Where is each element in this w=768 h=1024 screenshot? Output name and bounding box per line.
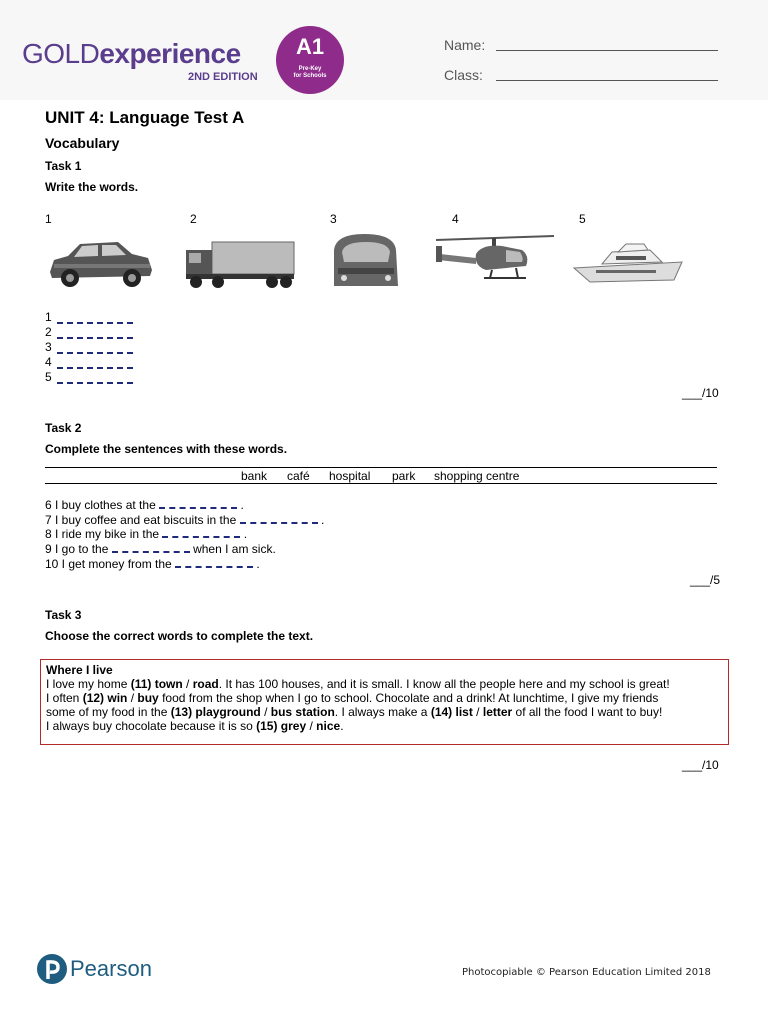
sentence-8	[45, 527, 247, 541]
pearson-logo-icon	[36, 952, 68, 986]
blank-10[interactable]	[175, 566, 253, 568]
answer-blank-2[interactable]	[57, 337, 133, 339]
choice-option[interactable]: road	[192, 677, 219, 691]
task1-title: Task 1	[45, 159, 82, 173]
blank-6[interactable]	[159, 507, 237, 509]
choice-option[interactable]: (13) playground	[170, 705, 261, 719]
word-box-bottom-rule	[45, 483, 717, 484]
word-bank-item: park	[392, 469, 416, 483]
task3-instruction: Choose the correct words to complete the text.	[45, 629, 314, 643]
blank-9[interactable]	[112, 551, 190, 553]
choice-separator: /	[306, 719, 317, 733]
sentence-text: .	[256, 557, 260, 571]
section-vocabulary: Vocabulary	[45, 135, 120, 151]
text-run: food from the shop when I go to school. Chocolate and a drink! At lunchtime, I give my friends	[158, 691, 659, 705]
name-label: Name:	[444, 37, 486, 53]
blank-8[interactable]	[162, 536, 240, 538]
choice-option[interactable]: buy	[137, 691, 159, 705]
word-bank-item: café	[287, 469, 310, 483]
task1-score: ___/10	[682, 386, 719, 400]
answer-blank-5[interactable]	[57, 382, 133, 384]
sentence-text: .	[240, 498, 244, 512]
choice-option[interactable]: (14) list	[430, 705, 473, 719]
sentence-text: when I am sick.	[193, 542, 276, 556]
task2-instruction: Complete the sentences with these words.	[45, 442, 288, 456]
sentence-6	[45, 498, 244, 512]
text-line-1	[46, 677, 726, 691]
class-field[interactable]	[496, 80, 718, 81]
choice-option[interactable]: (12) win	[82, 691, 128, 705]
choice-separator: /	[182, 677, 193, 691]
text-run: .	[340, 719, 344, 733]
publisher-name: Pearson	[70, 956, 152, 981]
blank-7[interactable]	[240, 522, 318, 524]
word-bank-item: bank	[241, 469, 268, 483]
choice-separator: /	[472, 705, 483, 719]
sentence-text: 8 I ride my bike in the	[45, 527, 160, 541]
answer-blank-3[interactable]	[57, 352, 133, 354]
level-sub-2: for Schools	[293, 73, 327, 79]
sentence-text: 7 I buy coffee and eat biscuits in the	[45, 513, 237, 527]
truck-image	[184, 238, 296, 290]
picture-number: 5	[579, 212, 586, 226]
sentence-text: 10 I get money from the	[45, 557, 172, 571]
sentence-text: 6 I buy clothes at the	[45, 498, 156, 512]
page-title: UNIT 4: Language Test A	[45, 108, 245, 127]
picture-number: 1	[45, 212, 52, 226]
text-run: I love my home	[46, 677, 131, 691]
copyright-notice: Photocopiable © Pearson Education Limited 2018	[462, 967, 711, 978]
choice-option[interactable]: letter	[482, 705, 513, 719]
text-run: some of my food in the	[46, 705, 171, 719]
edition-label: 2ND EDITION	[188, 71, 258, 83]
answer-number: 3	[45, 340, 52, 354]
class-label: Class:	[444, 67, 483, 83]
text-run: I always buy chocolate because it is so	[46, 719, 257, 733]
level-badge-text: A1	[295, 34, 325, 59]
logo-gold-text: GOLD	[22, 38, 100, 69]
choice-option[interactable]: (15) grey	[256, 719, 307, 733]
sentence-10	[45, 557, 260, 571]
sentence-text: 9 I go to the	[45, 542, 109, 556]
choice-separator: /	[260, 705, 271, 719]
choice-separator: /	[127, 691, 138, 705]
word-box-top-rule	[45, 467, 717, 468]
choice-option[interactable]: bus station	[270, 705, 335, 719]
picture-number: 4	[452, 212, 459, 226]
sentence-9	[45, 542, 276, 556]
level-badge	[276, 26, 344, 94]
sentence-7	[45, 513, 324, 527]
answer-number: 4	[45, 355, 52, 369]
level-sub-1: Pre-Key	[298, 66, 322, 72]
picture-number: 3	[330, 212, 337, 226]
task1-instruction: Write the words.	[45, 180, 139, 194]
helicopter-image	[432, 232, 556, 294]
text-title: Where I live	[46, 663, 113, 677]
task3-score: ___/10	[682, 758, 719, 772]
text-run: I often	[46, 691, 83, 705]
answer-number: 2	[45, 325, 52, 339]
boat-image	[572, 238, 686, 288]
text-run: . I always make a	[334, 705, 431, 719]
answer-blank-4[interactable]	[57, 367, 133, 369]
sentence-text: .	[243, 527, 248, 541]
car-image	[46, 234, 156, 292]
logo-experience-text: experience	[99, 38, 241, 69]
sentence-text: .	[320, 513, 325, 527]
gold-experience-logo	[22, 38, 241, 70]
text-run: . It has 100 houses, and it is small. I know all the people here and my school is great!	[218, 677, 670, 691]
choice-option[interactable]: nice	[316, 719, 341, 733]
task3-title: Task 3	[45, 608, 82, 622]
text-line-2	[46, 691, 726, 705]
text-body	[46, 677, 726, 733]
task2-title: Task 2	[45, 421, 82, 435]
answer-number: 5	[45, 370, 52, 384]
text-line-4	[46, 719, 726, 733]
text-run: of all the food I want to buy!	[512, 705, 663, 719]
train-image	[328, 230, 402, 292]
answer-blank-1[interactable]	[57, 322, 133, 324]
picture-number: 2	[190, 212, 197, 226]
answer-number: 1	[45, 310, 52, 324]
name-field[interactable]	[496, 50, 718, 51]
word-bank-item: hospital	[329, 469, 371, 483]
word-bank-item: shopping centre	[434, 469, 520, 483]
level-badge-subtitle	[276, 66, 344, 80]
text-line-3	[46, 705, 726, 719]
reading-text-box	[40, 659, 729, 745]
task2-score: ___/5	[690, 573, 721, 587]
choice-option[interactable]: (11) town	[130, 677, 183, 691]
